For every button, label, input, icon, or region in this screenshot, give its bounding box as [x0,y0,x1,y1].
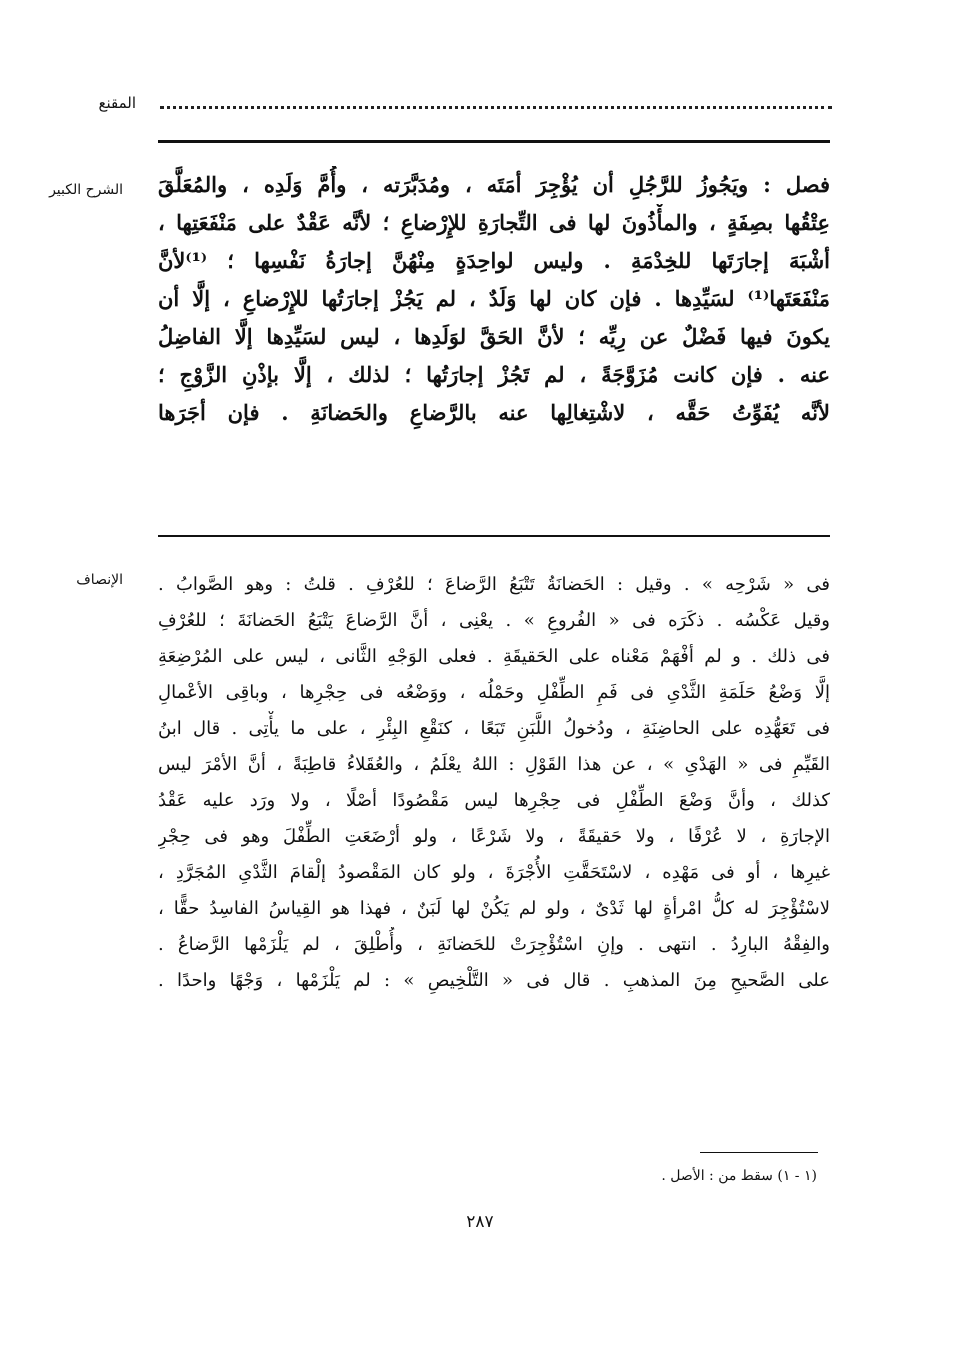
sharh-section-label: الشرح الكبير [49,182,123,198]
text-line: فصل : ويَجُوزُ للرَّجُلِ أن يُؤْجِرَ أمَتَه ، ومُدَبَّرَته ، وأُمَّ وَلَدِه ، والمُعَلَّقَ [158,172,830,197]
text-line: أشْبَهَ إجارَتَها للخِدْمَةِ . وليس لواحِدَةٍ مِنْهُنَّ إجارَةُ نَفْسِها ؛ ⁽¹⁾لأنَّ [158,248,830,273]
text-line: القَيِّمِ فى « الهَدْىِ » ، عن هذا القَوْلِ : اللهُ يعْلَمُ ، والعُقَلاءُ قاطِبَةً ، أنَّ الأمْرَ ليس [158,754,830,775]
header-rule [158,140,830,143]
text-line: عِتْقُها بصِفَةٍ ، والمأْذُونَ لها فى التِّجارَةِ للإِرْضاعِ ؛ لأنَّه عَقْدٌ على مَنْفَعَتِها ، [158,210,830,235]
text-line: إلَّا وَضْعُ حَلَمَةِ الثَّدْىِ فى فَمِ الطِّفْلِ وحَمْلُه ، ووَضْعُه فى حِجْرِها ، وباقِى الأعْمالِ [158,682,830,703]
text-line: غيرِها ، أو فى مَهْدِه ، لاسْتَحَقَّتِ الأُجْرَةَ ، ولو كان المَقْصودُ إلْقامَ الثَّدْىِ المُجَرَّدِ ، [158,862,830,883]
footnote-rule [700,1152,818,1153]
text-line: فى ذلك . و لم أفْهَمْ مَعْناه على الحَقيقَةِ . فعلى الوَجْهِ الثَّانى ، ليس على المُرْضِعَةِ [158,646,830,667]
section-divider-rule [158,535,830,537]
text-line: مَنْفَعَتَها⁽¹⁾ لسَيِّدِها . فإن كان لها وَلَدٌ ، لم يَجُزْ إجارَتُها للإِرْضاعِ ، إلَّا أن [158,286,830,311]
text-line: فى « شَرْحِه » . وقيل : الحَضانَةُ تَتْبَعُ الرَّضاعَ ؛ للعُرْفِ . قلتُ : وهو الصَّوابُ . [158,574,830,595]
header-dotted-leader [160,97,832,109]
running-header-title: المقنع [98,94,136,112]
text-line: والفِقْهُ البارِدُ . انتهى . وإنِ اسْتُؤْجِرَتْ للحَضانَةِ ، وأُطْلِقَ ، لم يَلْزَمْها الرَّضاعُ . [158,934,830,955]
insaf-text-block [158,567,830,999]
sharh-text-block [158,166,830,432]
text-line: لاسْتُؤْجِرَ له كلُّ امْرأةٍ لها ثَدْىٌ ، ولو لم يَكُنْ لها لَبَنٌ ، فهذا هو القِياسُ الفاسِدُ حقًّا ، [158,898,830,919]
text-line: لأنَّه يُفَوِّتُ حَقَّه ، لاشْتِغالِها عنه بالرَّضاعِ والحَضانَةِ . فإن أجَرَها [158,400,830,425]
text-line: على الصَّحيحِ مِنَ المذهبِ . قال فى « التَّلْخِيصِ » : لم يَلْزَمْها ، وَجْهًا واحدًا . [158,970,830,991]
text-line: كذلك ، وأنَّ وَضْعَ الطِّفْلِ فى حِجْرِها ليس مَقْصُودًا أصْلًا ، ولا ورَد عليه عَقْدُ [158,790,830,811]
text-line: وقيل عَكْسُه . ذكَرَه فى « الفُروعِ » . يعْنِى ، أنَّ الرَّضاعَ يَتْبَعُ الحَضانَةَ ؛ للعُرْفِ [158,610,830,631]
text-line: عنه . فإن كانت مُزَوَّجَةً ، لم تَجُزْ إجارَتُها ؛ لذلك ، إلَّا بإذْنِ الزَّوْجِ ؛ [158,362,830,387]
footnote: (١ - ١) سقط من : الأصل . [661,1168,817,1184]
insaf-section-label: الإنصاف [76,572,123,588]
text-line: فى تَعَهُّدِه على الحاضِنَةِ ، ودُخولُ اللَّبَنِ تَبَعًا ، كنَقْعِ البِئْرِ ، على ما يأْتِى . قال ابنُ [158,718,830,739]
text-line: الإجارَةِ ، لا عُرْفًا ، ولا حَقيقَةً ، ولا شَرْعًا ، ولو أرْضَعَتِ الطِّفْلَ وهو فى حِجْرِ [158,826,830,847]
page-number: ٢٨٧ [466,1212,494,1232]
text-line: يكونَ فيها فَضْلٌ عن رِيِّه ؛ لأنَّ الحَقَّ لوَلَدِها ، ليس لسَيِّدِها إلَّا الفاضِلُ [158,324,830,349]
